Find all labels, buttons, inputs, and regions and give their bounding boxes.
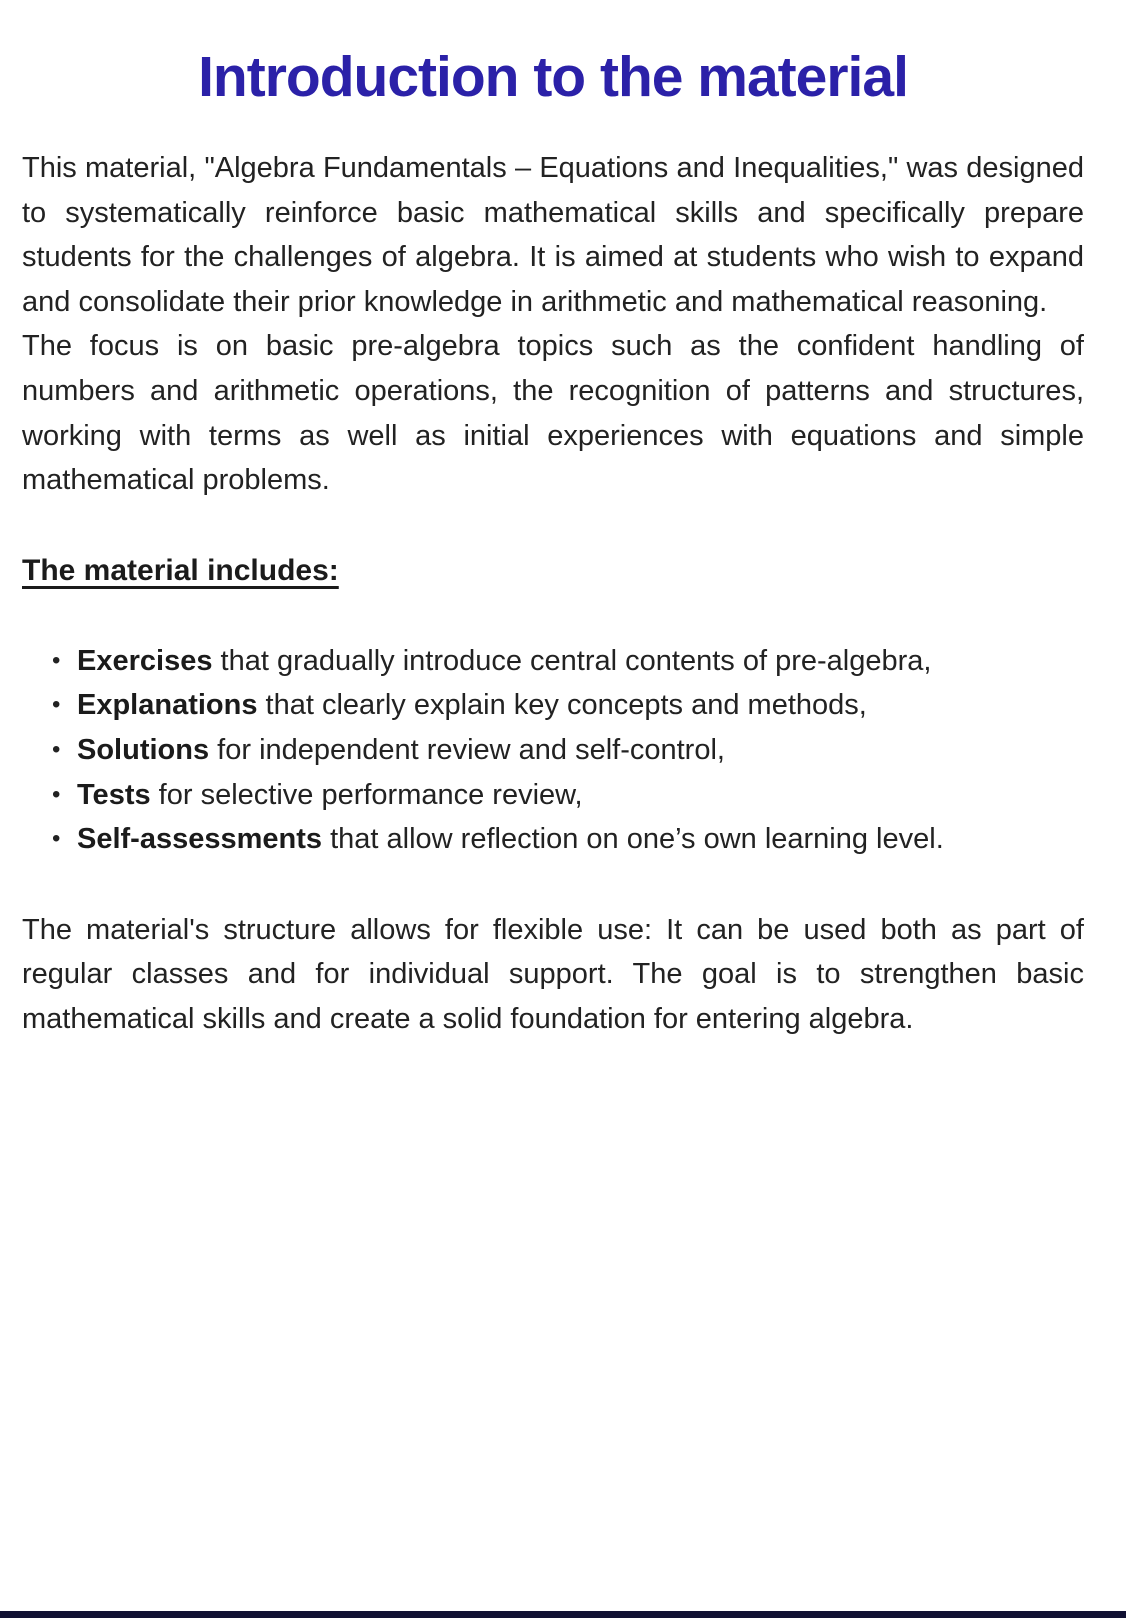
list-item-lead: Solutions [77,733,210,766]
list-item-lead: Explanations [77,689,258,722]
list-item-lead: Tests [77,778,151,811]
includes-heading: The material includes: [22,553,339,587]
list-item-text: that gradually introduce central contents of pre-algebra, [212,644,932,677]
list-item-tests [50,773,1084,818]
list-item-lead: Exercises [77,644,213,677]
intro-paragraph-2: The focus is on basic pre-algebra topics such as the confident handling of numbers and arithmetic operations, the recognition of patterns and structures, working with terms as well as initial experiences with equations and simple mathematical problems. [22,330,1084,497]
list-item-exercises [50,639,1084,684]
closing-paragraph: The material's structure allows for flexible use: It can be used both as part of regular classes and for individual support. The goal is to strengthen basic mathematical skills and create a solid foundation for entering algebra. [22,913,1084,1035]
list-item-text: for independent review and self-control, [209,733,725,766]
list-item-text: that clearly explain key concepts and methods, [257,689,867,722]
list-item-self-assessments [50,817,1084,862]
list-item-text: that allow reflection on one’s own learning level. [322,823,944,856]
list-item-lead: Self-assessments [77,823,323,856]
footer-divider-bar [0,1611,1126,1618]
list-item-solutions [50,728,1084,773]
list-item-explanations [50,683,1084,728]
material-includes-list [22,639,1084,862]
intro-paragraph-1: This material, "Algebra Fundamentals – Equations and Inequalities," was designed to systematically reinforce basic mathematical skills and specifically prepare students for the challenges of algebra. It is aimed at students who wish to expand and consolidate their prior knowledge in arithmetic and mathematical reasoning. [22,152,1084,318]
list-item-text: for selective performance review, [150,778,583,811]
page-title: Introduction to the material [198,45,908,109]
